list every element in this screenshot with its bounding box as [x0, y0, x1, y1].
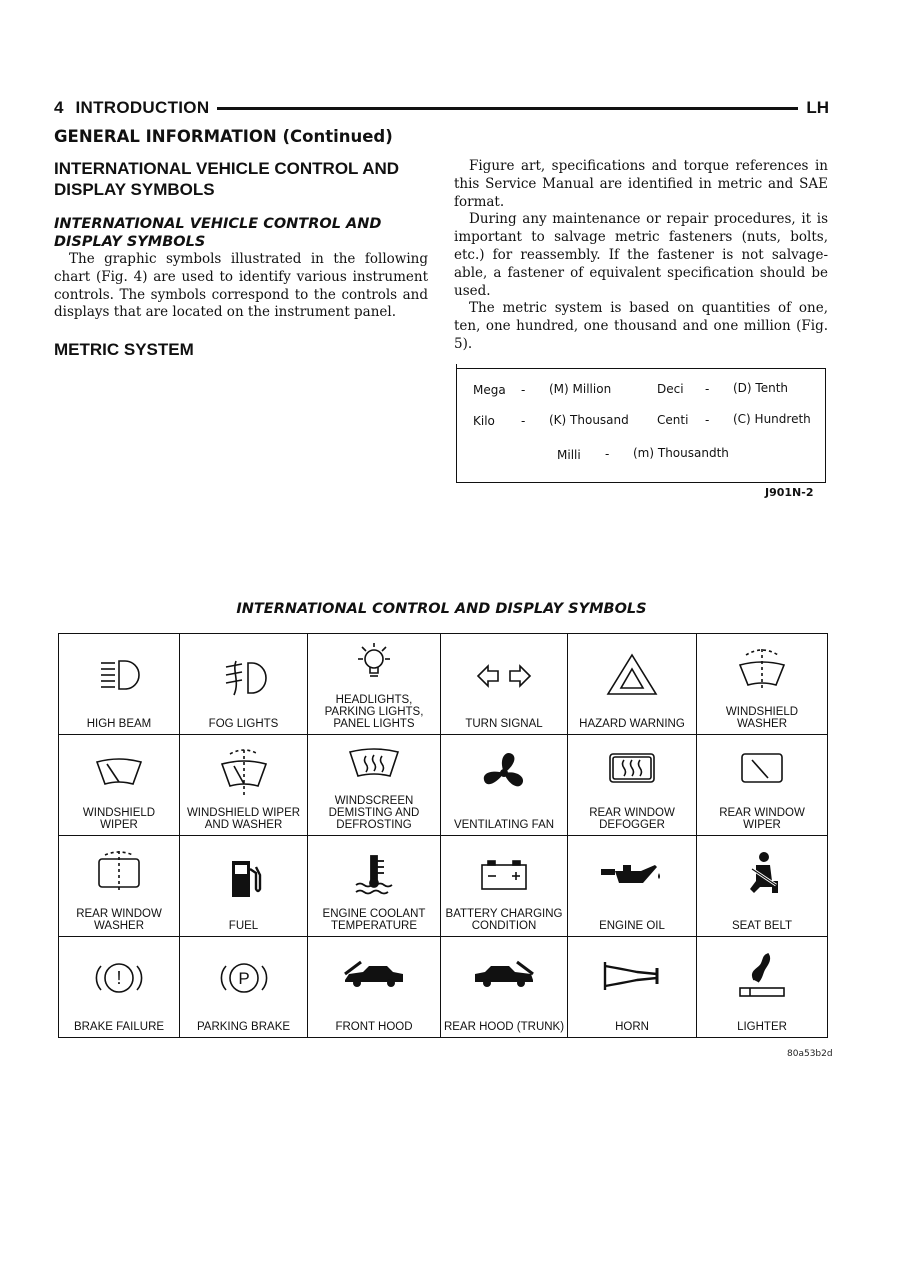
battery-icon [474, 859, 534, 891]
symbol-label: BATTERY CHARGING CONDITION [445, 908, 563, 932]
symbol-label: FOG LIGHTS [208, 718, 279, 730]
symbol-cell-defogger [568, 735, 697, 836]
centi-label: Centi [657, 413, 689, 427]
section-continued-heading: GENERAL INFORMATION (Continued) [54, 127, 393, 146]
seat-belt-icon [732, 851, 792, 897]
page-header [54, 96, 829, 120]
dash: - [605, 447, 610, 461]
dash: - [521, 414, 526, 428]
symbol-cell-coolant [308, 836, 441, 937]
symbol-label: REAR WINDOW WASHER [76, 908, 162, 932]
kilo-abbr: (K) Thousand [549, 413, 629, 427]
symbol-cell-rear-wiper [697, 735, 828, 836]
oil-can-icon [597, 857, 667, 893]
figure-id: J901N-2 [765, 486, 814, 499]
hazard-triangle-icon [602, 652, 662, 698]
symbol-cell-wiper-washer [180, 735, 308, 836]
symbol-label: WINDSHIELD WIPER [82, 807, 156, 831]
symbol-cell-demist [308, 735, 441, 836]
rear-washer-icon [89, 849, 149, 893]
fog-lights-icon [214, 655, 274, 699]
symbol-cell-windshield-washer [697, 634, 828, 735]
turn-signal-arrows-icon [474, 663, 534, 689]
symbol-label: SEAT BELT [731, 920, 793, 932]
symbol-label: HIGH BEAM [86, 718, 152, 730]
symbol-cell-fan [441, 735, 568, 836]
rear-defogger-icon [602, 750, 662, 788]
symbol-label: LIGHTER [737, 1021, 787, 1033]
dash: - [705, 413, 710, 427]
symbol-label: ENGINE OIL [599, 920, 665, 932]
centi-abbr: (C) Hundreth [733, 412, 811, 426]
windshield-wiper-icon [89, 754, 149, 796]
symbol-label: VENTILATING FAN [453, 819, 555, 831]
milli-abbr: (m) Thousandth [633, 446, 729, 460]
symbol-cell-parking-brake [180, 937, 308, 1038]
deci-label: Deci [657, 382, 684, 396]
horn-icon [597, 958, 667, 994]
symbol-cell-battery [441, 836, 568, 937]
symbols-heading: INTERNATIONAL VEHICLE CONTROL AND DISPLAY SYMBOLS [54, 159, 400, 199]
symbol-cell-fuel [180, 836, 308, 937]
windscreen-defrost-icon [344, 744, 404, 784]
chapter-title: INTRODUCTION [75, 98, 210, 117]
symbol-cell-fog-lights [180, 634, 308, 735]
rear-wiper-icon [732, 750, 792, 788]
parking-glyph: P [237, 969, 250, 988]
symbol-label: WINDSHIELD WIPER AND WASHER [186, 807, 301, 831]
symbol-label: BRAKE FAILURE [73, 1021, 165, 1033]
milli-label: Milli [557, 448, 581, 462]
mega-abbr: (M) Million [549, 382, 612, 396]
trunk-car-icon [469, 960, 539, 990]
page-number: 4 [54, 98, 64, 117]
fuel-pump-icon [214, 857, 274, 899]
symbol-cell-lighter [697, 937, 828, 1038]
symbol-label: FUEL [228, 920, 259, 932]
metric-prefix-figure [456, 368, 826, 483]
deci-abbr: (D) Tenth [733, 381, 789, 395]
symbol-label: HEADLIGHTS, PARKING LIGHTS, PANEL LIGHTS [324, 694, 424, 730]
metric-heading: METRIC SYSTEM [54, 340, 194, 360]
symbol-cell-seat-belt [697, 836, 828, 937]
brake-glyph: ! [116, 968, 122, 988]
left-column [54, 158, 428, 360]
symbol-label: PARKING BRAKE [196, 1021, 291, 1033]
metric-paragraph-3: The metric system is based on quantities of one, ten, one hundred, one thousand and one million (Fig. 5). [454, 300, 828, 352]
symbol-cell-turn-signal [441, 634, 568, 735]
brake-failure-icon [89, 958, 149, 998]
coolant-temperature-icon [344, 853, 404, 897]
symbol-label: HORN [615, 1021, 649, 1033]
windshield-washer-icon [732, 645, 792, 695]
symbols-paragraph: The graphic symbols illustrated in the following chart (Fig. 4) are used to identify various instrument controls. The symbols correspond to the controls and displays that are located on the instrument panel. [54, 251, 428, 321]
high-beam-icon [89, 655, 149, 695]
figure-code: 80a53b2d [787, 1049, 833, 1059]
symbol-label: WINDSCREEN DEMISTING AND DEFROSTING [328, 795, 420, 831]
symbol-cell-oil [568, 836, 697, 937]
symbol-label: REAR HOOD (TRUNK) [443, 1021, 565, 1033]
front-hood-car-icon [339, 960, 409, 990]
ventilating-fan-icon [474, 748, 534, 798]
symbol-cell-front-hood [308, 937, 441, 1038]
mega-label: Mega [473, 383, 506, 397]
symbols-subheading: INTERNATIONAL VEHICLE CONTROL AND DISPLAY SYMBOLS [54, 216, 382, 250]
metric-paragraph-2: During any maintenance or repair procedures, it is important to salvage metric fasteners (nuts, bolts, etc.) for reassembly. If the fastener is not salvage-able, a fastener of equivalent specification should be used. [454, 211, 828, 299]
symbol-label: FRONT HOOD [335, 1021, 413, 1033]
symbol-cell-rear-hood [441, 937, 568, 1038]
symbols-chart-title: INTERNATIONAL CONTROL AND DISPLAY SYMBOLS [236, 601, 647, 617]
model-tag: LH [806, 98, 829, 117]
kilo-label: Kilo [473, 414, 495, 428]
symbol-label: HAZARD WARNING [579, 718, 685, 730]
symbol-label: TURN SIGNAL [465, 718, 543, 730]
symbol-label: REAR WINDOW WIPER [719, 807, 805, 831]
symbol-cell-horn [568, 937, 697, 1038]
symbol-label: ENGINE COOLANT TEMPERATURE [322, 908, 426, 932]
symbol-label: WINDSHIELD WASHER [725, 706, 799, 730]
symbol-cell-wiper [59, 735, 180, 836]
wiper-and-washer-icon [214, 746, 274, 798]
symbol-label: REAR WINDOW DEFOGGER [589, 807, 675, 831]
symbol-cell-brake-failure [59, 937, 180, 1038]
header-rule [217, 107, 798, 110]
dash: - [521, 383, 526, 397]
symbol-cell-hazard [568, 634, 697, 735]
headlights-bulb-icon [344, 641, 404, 687]
right-column [454, 158, 828, 354]
parking-brake-icon [214, 958, 274, 998]
symbol-cell-headlights [308, 634, 441, 735]
symbol-cell-rear-washer [59, 836, 180, 937]
lighter-icon [732, 952, 792, 998]
dash: - [705, 382, 710, 396]
symbols-chart [58, 633, 828, 1038]
symbol-cell-high-beam [59, 634, 180, 735]
metric-paragraph-1: Figure art, specifications and torque references in this Service Manual are identified in metric and SAE format. [454, 158, 828, 210]
